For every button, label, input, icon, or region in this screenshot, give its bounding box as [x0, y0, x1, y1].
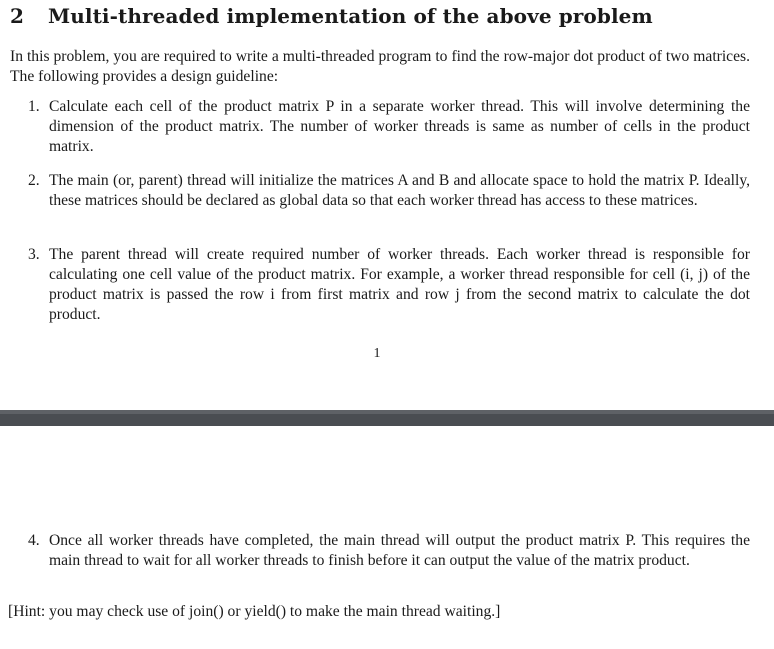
page-separator [0, 410, 774, 426]
list-item [28, 245, 750, 325]
list-item-text: The parent thread will create required number of worker threads. Each worker thread is responsible for calculating one cell value of the product matrix. For example, a worker thread responsible for cell (i, j) of the product matrix is passed the row i from first matrix and row j from the second matrix to calculate the dot product. [49, 246, 750, 323]
list-item [28, 531, 750, 571]
list-item-marker: 3. [28, 246, 40, 263]
section-title: Multi-threaded implementation of the above problem [48, 4, 653, 28]
list-item-text: Once all worker threads have completed, the main thread will output the product matrix P. This requires the main thread to wait for all worker threads to finish before it can output the value of the matrix product. [49, 532, 750, 569]
section-heading [10, 4, 653, 28]
list-item-marker: 1. [28, 98, 40, 115]
list-item-marker: 4. [28, 532, 40, 549]
hint-text: [Hint: you may check use of join() or yield() to make the main thread waiting.] [8, 603, 501, 620]
section-number: 2 [10, 4, 25, 28]
intro-paragraph: In this problem, you are required to write a multi-threaded program to find the row-major dot product of two matrices. The following provides a design guideline: [10, 48, 750, 85]
list-item-marker: 2. [28, 172, 40, 189]
list-item [28, 97, 750, 157]
list-item-text: The main (or, parent) thread will initialize the matrices A and B and allocate space to hold the matrix P. Ideally, these matrices should be declared as global data so that each worker thread has access to these matrices. [49, 172, 750, 209]
page-number: 1 [373, 346, 381, 361]
document-page-2 [0, 426, 774, 649]
list-item [28, 171, 750, 211]
page-separator-shade [0, 410, 774, 414]
list-item-text: Calculate each cell of the product matrix P in a separate worker thread. This will involve determining the dimension of the product matrix. The number of worker threads is same as number of cells in the product matrix. [49, 98, 750, 155]
